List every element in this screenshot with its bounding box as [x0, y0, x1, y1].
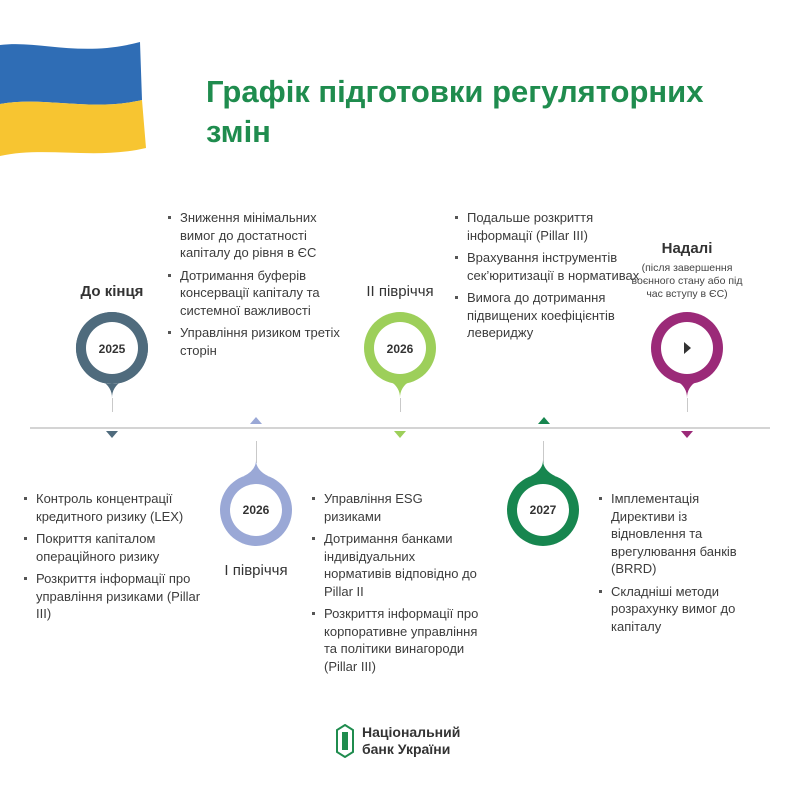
- list-item: Управління ESG ризиками: [310, 490, 480, 525]
- play-arrow-icon: [683, 341, 693, 355]
- milestone-note-later: (після завершення воєнного стану або під час вступу в ЄС): [631, 262, 743, 300]
- milestone-year-2027: 2027: [529, 503, 557, 517]
- logo-line-2: банк України: [362, 741, 451, 757]
- milestone-stem-2026-h2: [400, 398, 401, 412]
- items-later: [597, 490, 747, 640]
- items-2026-h2: [310, 490, 480, 680]
- list-item: Врахування інструментів сек’юритизації в нормативах: [453, 249, 643, 284]
- timeline-tick-2025: [106, 431, 118, 438]
- list-item: Контроль концентрації кредитного ризику (LEX): [22, 490, 212, 525]
- milestone-label-later: Надалі: [661, 240, 713, 257]
- logo-line-1: Національний: [362, 724, 461, 740]
- milestone-year-2026-h2: 2026: [386, 342, 414, 356]
- milestone-label-2026-h2: ІІ півріччя: [366, 283, 434, 300]
- timeline-axis: [30, 427, 770, 429]
- list-item: Дотримання банками індивідуальних нормативів відповідно до Pillar II: [310, 530, 480, 600]
- ukraine-flag: [0, 0, 150, 160]
- list-item: Управління ризиком третіх сторін: [166, 324, 346, 359]
- timeline-tick-2026-h2: [394, 431, 406, 438]
- list-item: Розкриття інформації про управління ризиками (Pillar III): [22, 570, 212, 623]
- milestone-year-2025: 2025: [98, 342, 126, 356]
- items-2025: [22, 490, 212, 628]
- list-item: Подальше розкриття інформації (Pillar III): [453, 209, 643, 244]
- page-title: Графік підготовки регуляторних змін: [206, 74, 704, 149]
- milestone-stem-later: [687, 398, 688, 412]
- milestone-stem-2025: [112, 398, 113, 412]
- items-2026-h1: [166, 209, 346, 364]
- list-item: Покриття капіталом операційного ризику: [22, 530, 212, 565]
- milestone-label-2025: До кінця: [80, 283, 144, 300]
- list-item: Складніші методи розрахунку вимог до капіталу: [597, 583, 747, 636]
- map-pin-later: [649, 310, 725, 400]
- timeline-tick-2026-h1: [250, 417, 262, 424]
- milestone-year-2026-h1: 2026: [242, 503, 270, 517]
- list-item: Вимога до дотримання підвищених коефіцієнтів левериджу: [453, 289, 643, 342]
- items-2027: [453, 209, 643, 347]
- list-item: Зниження мінімальних вимог до достатності капіталу до рівня в ЄС: [166, 209, 346, 262]
- nbu-emblem-icon: [336, 724, 354, 758]
- timeline-tick-2027: [538, 417, 550, 424]
- list-item: Імплементація Директиви із відновлення та врегулювання банків (BRRD): [597, 490, 747, 578]
- list-item: Дотримання буферів консервації капіталу та системної важливості: [166, 267, 346, 320]
- list-item: Розкриття інформації про корпоративне управління та політики винагороди (Pillar III): [310, 605, 480, 675]
- milestone-label-2026-h1: І півріччя: [224, 562, 288, 579]
- nbu-logo: [336, 724, 460, 758]
- timeline-tick-later: [681, 431, 693, 438]
